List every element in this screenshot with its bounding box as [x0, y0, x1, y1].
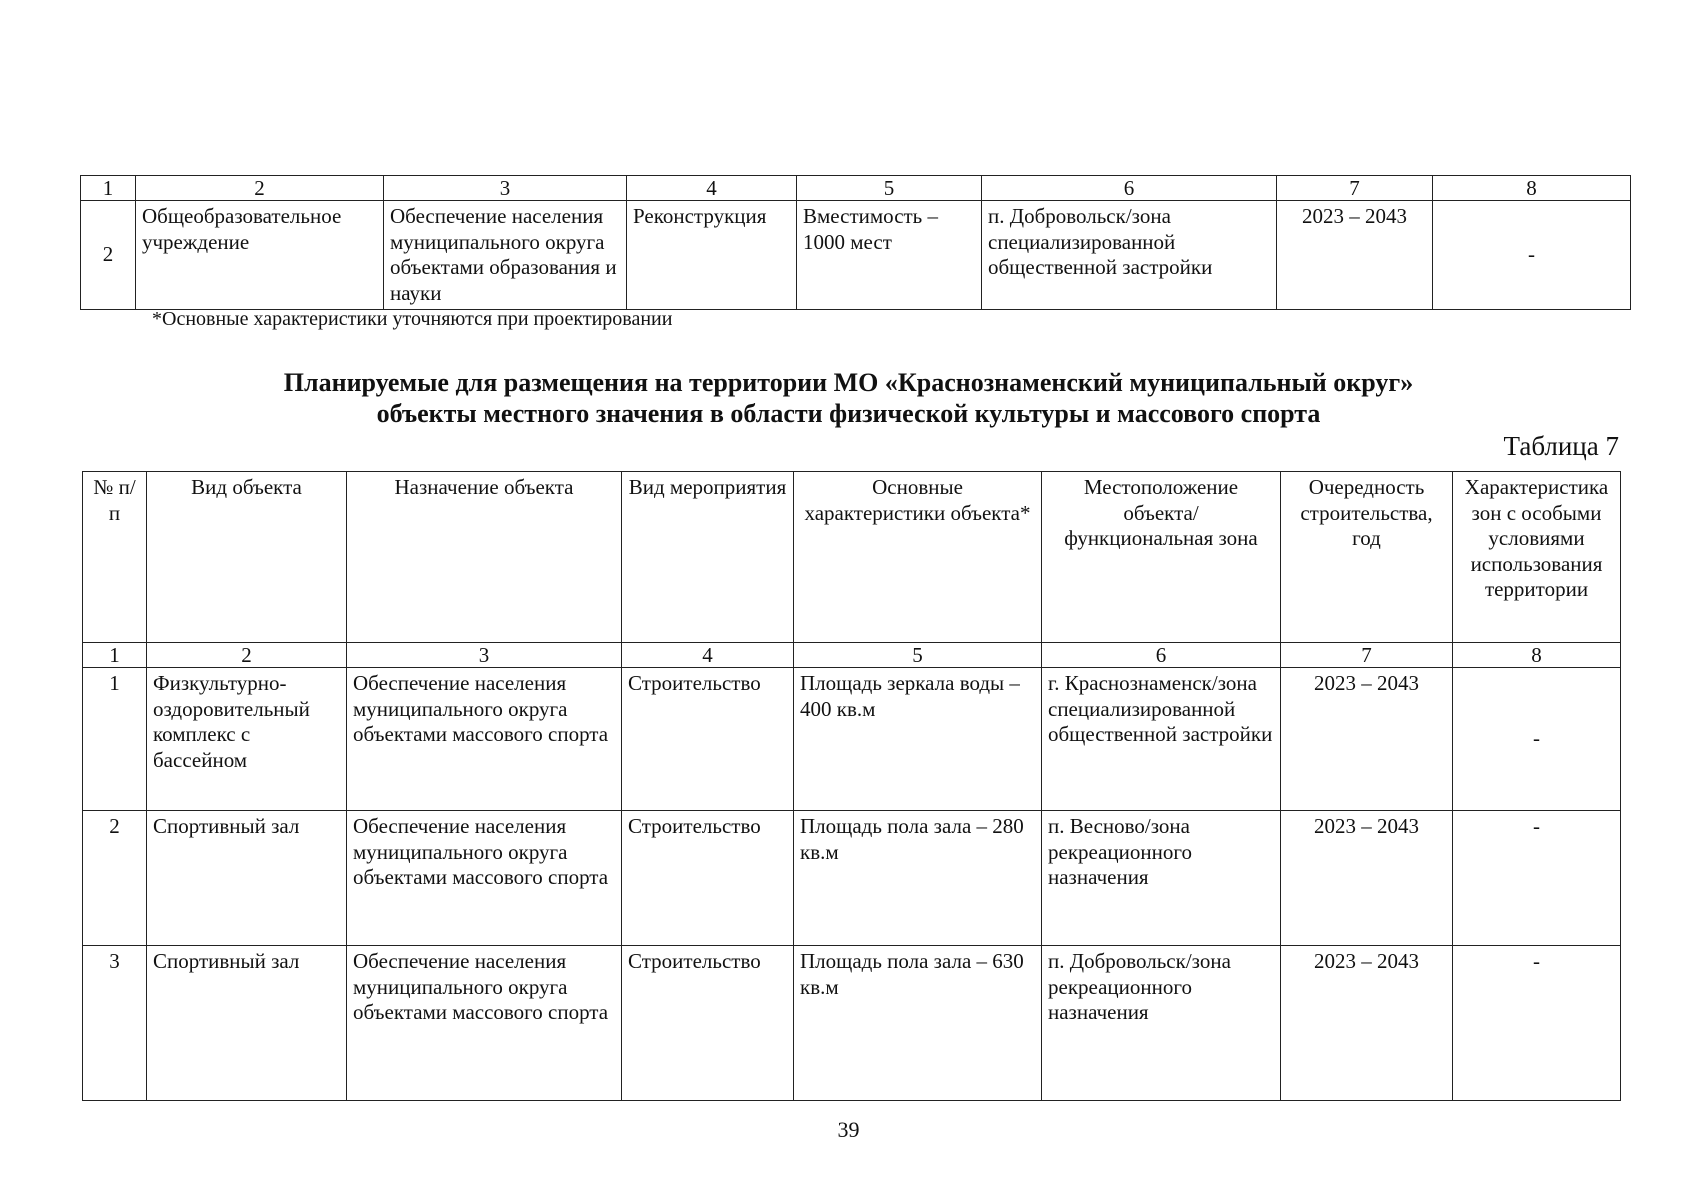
table-row: [81, 201, 1631, 310]
zones-cell: -: [1453, 946, 1621, 1101]
col-number: 7: [1277, 176, 1433, 201]
row-number: 2: [83, 811, 147, 946]
activity-cell: Строительство: [622, 668, 794, 811]
object-type-cell: Общеобразовательное учреждение: [136, 201, 384, 310]
col-number: 1: [81, 176, 136, 201]
row-number: 3: [83, 946, 147, 1101]
col-number: 5: [797, 176, 982, 201]
period-cell: 2023 – 2043: [1281, 811, 1453, 946]
header-object-type: Вид объекта: [147, 472, 347, 643]
purpose-cell: Обеспечение населения муниципального округа объектами массового спорта: [347, 668, 622, 811]
footnote: *Основные характеристики уточняются при проектировании: [152, 308, 673, 330]
header-characteristics: Основные характеристики объекта*: [794, 472, 1042, 643]
location-cell: п. Добровольск/зона специализированной общественной застройки: [982, 201, 1277, 310]
sports-objects-table: [82, 471, 1621, 1101]
location-cell: п. Весново/зона рекреационного назначения: [1042, 811, 1281, 946]
col-number: 3: [384, 176, 627, 201]
object-type-cell: Спортивный зал: [147, 946, 347, 1101]
col-number: 6: [982, 176, 1277, 201]
period-cell: 2023 – 2043: [1281, 946, 1453, 1101]
activity-cell: Реконструкция: [627, 201, 797, 310]
continuation-table: [80, 175, 1631, 310]
purpose-cell: Обеспечение населения муниципального округа объектами массового спорта: [347, 811, 622, 946]
column-number-row: [83, 643, 1621, 668]
row-number: 1: [83, 668, 147, 811]
purpose-cell: Обеспечение населения муниципального округа объектами массового спорта: [347, 946, 622, 1101]
heading-line-2: объекты местного значения в области физической культуры и массового спорта: [376, 399, 1321, 428]
location-cell: п. Добровольск/зона рекреационного назначения: [1042, 946, 1281, 1101]
row-number: 2: [81, 201, 136, 310]
period-cell: 2023 – 2043: [1281, 668, 1453, 811]
col-number: 2: [147, 643, 347, 668]
period-cell: 2023 – 2043: [1277, 201, 1433, 310]
characteristics-cell: Площадь пола зала – 280 кв.м: [794, 811, 1042, 946]
characteristics-cell: Площадь зеркала воды – 400 кв.м: [794, 668, 1042, 811]
zones-cell: -: [1433, 201, 1631, 310]
object-type-cell: Спортивный зал: [147, 811, 347, 946]
col-number: 1: [83, 643, 147, 668]
table-row: [83, 668, 1621, 811]
activity-cell: Строительство: [622, 946, 794, 1101]
header-activity: Вид мероприятия: [622, 472, 794, 643]
header-row: [83, 472, 1621, 643]
object-type-cell: Физкультурно-оздоровительный комплекс с бассейном: [147, 668, 347, 811]
header-zones: Характеристика зон с особыми условиями использования территории: [1453, 472, 1621, 643]
heading-line-1: Планируемые для размещения на территории МО «Краснознаменский муниципальный округ»: [283, 368, 1414, 397]
col-number: 4: [627, 176, 797, 201]
header-location: Местоположение объекта/ функциональная зона: [1042, 472, 1281, 643]
col-number: 5: [794, 643, 1042, 668]
col-number: 4: [622, 643, 794, 668]
column-number-row: [81, 176, 1631, 201]
col-number: 3: [347, 643, 622, 668]
activity-cell: Строительство: [622, 811, 794, 946]
table-row: [83, 811, 1621, 946]
col-number: 7: [1281, 643, 1453, 668]
zones-cell: -: [1453, 668, 1621, 811]
section-heading: [0, 367, 1697, 429]
col-number: 8: [1433, 176, 1631, 201]
header-purpose: Назначение объекта: [347, 472, 622, 643]
characteristics-cell: Площадь пола зала – 630 кв.м: [794, 946, 1042, 1101]
purpose-cell: Обеспечение населения муниципального округа объектами образования и науки: [384, 201, 627, 310]
location-cell: г. Краснознаменск/зона специализированной общественной застройки: [1042, 668, 1281, 811]
col-number: 6: [1042, 643, 1281, 668]
header-period: Очередность строительства, год: [1281, 472, 1453, 643]
header-num: № п/п: [83, 472, 147, 643]
table-row: [83, 946, 1621, 1101]
characteristics-cell: Вместимость – 1000 мест: [797, 201, 982, 310]
col-number: 2: [136, 176, 384, 201]
page-number: 39: [837, 1117, 860, 1142]
table-label: Таблица 7: [1503, 431, 1619, 461]
zones-cell: -: [1453, 811, 1621, 946]
col-number: 8: [1453, 643, 1621, 668]
